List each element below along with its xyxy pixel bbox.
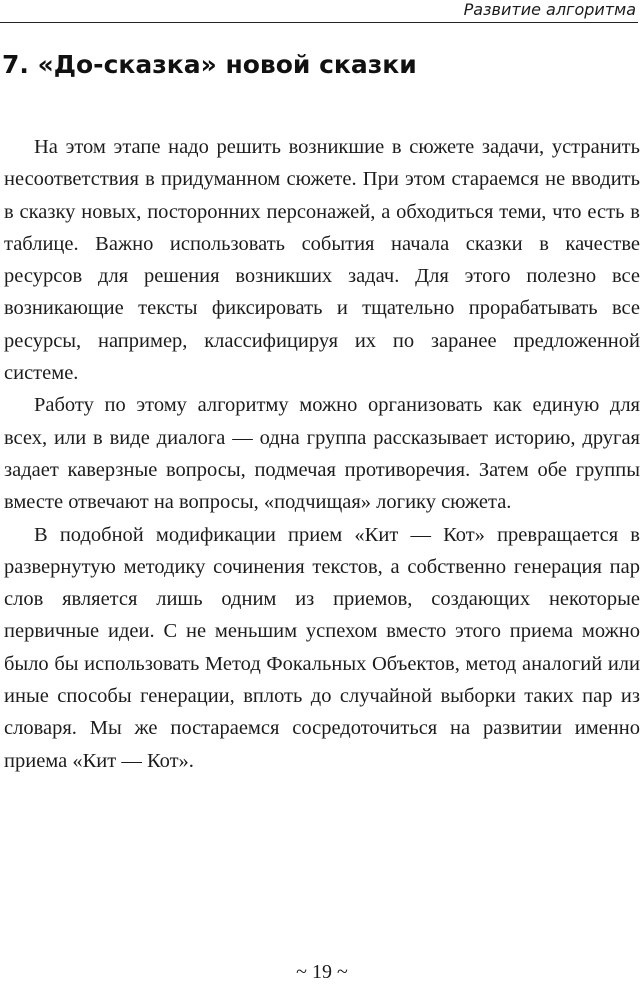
paragraph: Работу по этому алгоритму можно организовать как единую для всех, или в виде диалога — одна группа рассказывает историю, другая задает каверзные вопросы, подмечая противоречия. Затем обе группы вместе отвечают на вопросы, «подчищая» логику сюжета. bbox=[4, 394, 640, 514]
running-header bbox=[0, 0, 638, 23]
body-text bbox=[4, 131, 640, 777]
paragraph: На этом этапе надо решить возникшие в сюжете задачи, устранить несоответствия в придуманном сюжете. При этом стараемся не вводить в сказку новых, посторонних персонажей, а обходиться теми, что есть в таблице. Важно использовать события начала сказки в качестве ресурсов для решения возникших задач. Для этого полезно все возникающие тексты фиксировать и тщательно прорабатывать все ресурсы, например, классифицируя их по заранее предложенной системе. bbox=[4, 136, 640, 385]
chapter-title: 7. «До-сказка» новой сказки bbox=[2, 50, 417, 79]
page-number: ~ 19 ~ bbox=[296, 961, 348, 983]
paragraph: В подобной модификации прием «Кит — Кот» превращается в развернутую методику сочинения текстов, а собственно генерация пар слов является лишь одним из приемов, создающих некоторые первичные идеи. С не меньшим успехом вместо этого приема можно было бы использовать Метод Фокальных Объектов, метод аналогий или иные способы генерации, вплоть до случайной выборки таких пар из словаря. Мы же постараемся сосредоточиться на развитии именно приема «Кит — Кот». bbox=[4, 523, 640, 772]
running-head-title: Развитие алгоритма bbox=[463, 0, 636, 19]
